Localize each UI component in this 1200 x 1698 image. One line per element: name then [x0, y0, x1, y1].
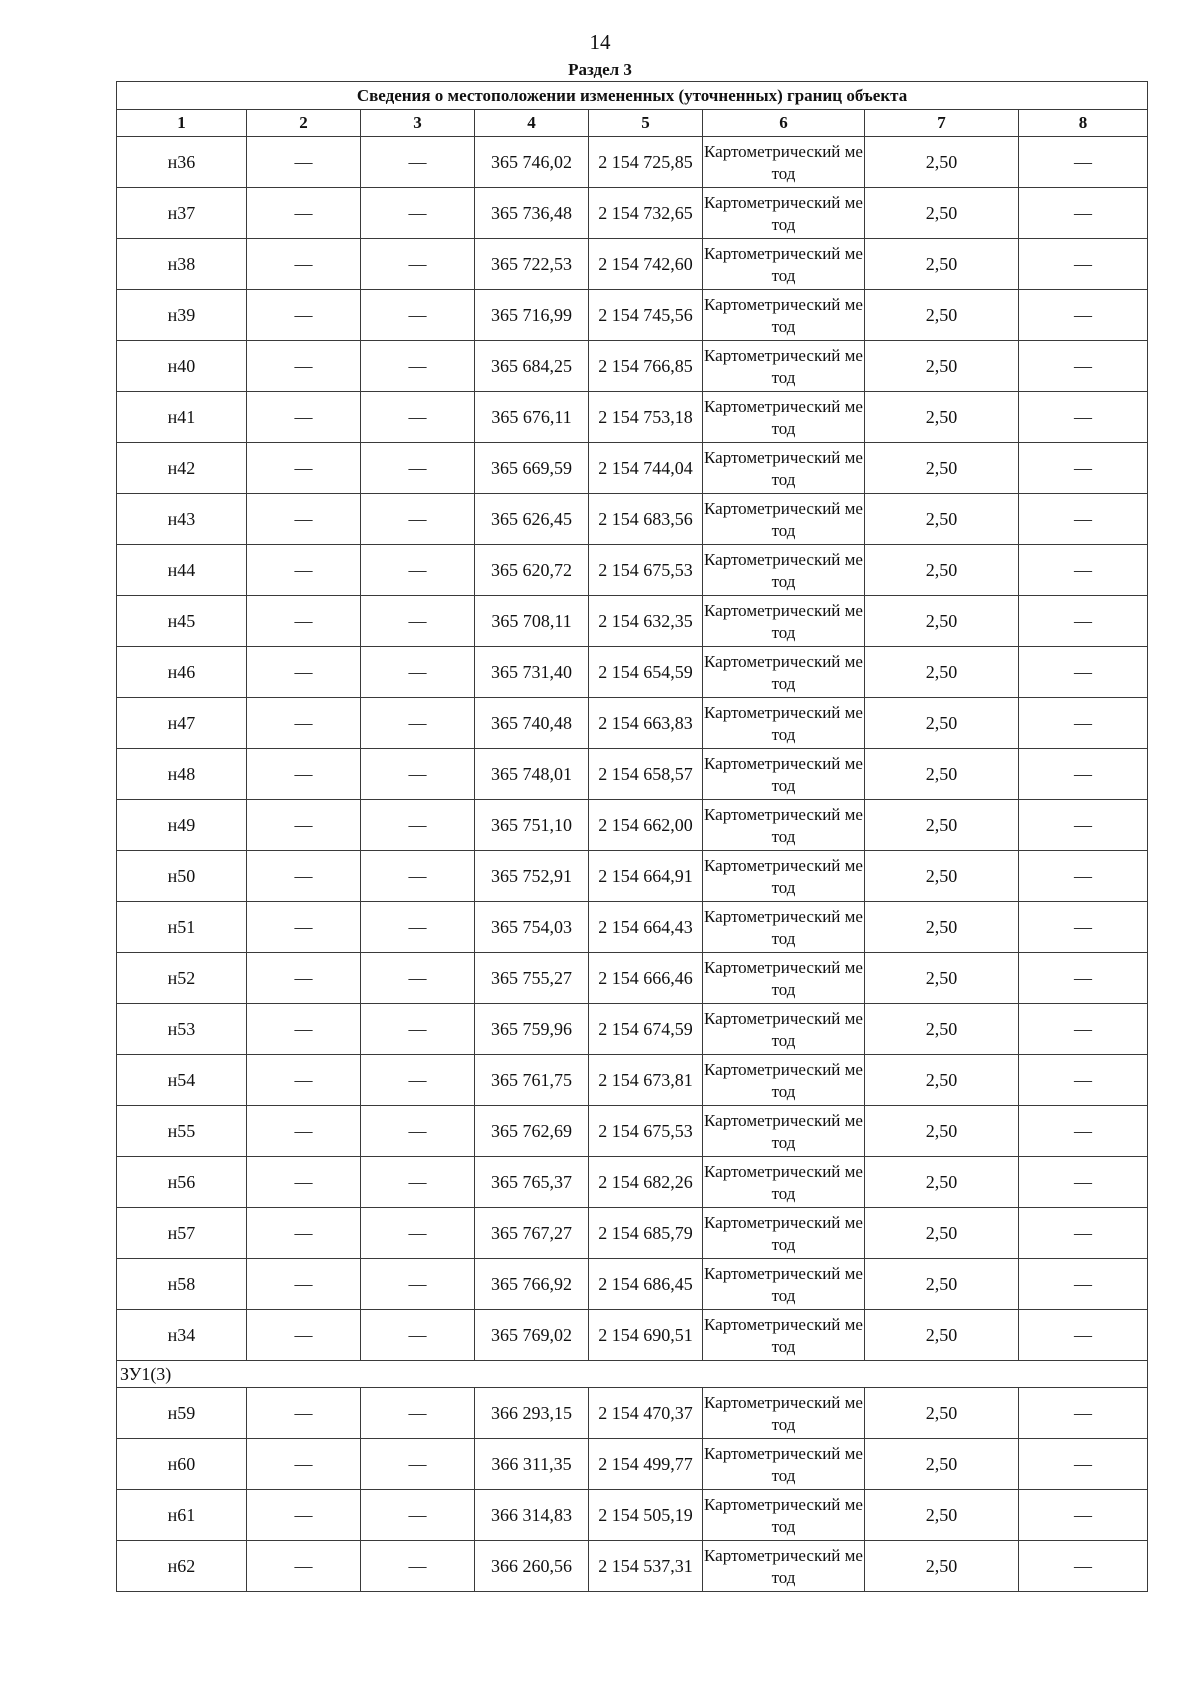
col2-cell: — — [247, 800, 361, 851]
point-number-cell: н43 — [117, 494, 247, 545]
accuracy-cell: 2,50 — [865, 290, 1019, 341]
method-cell: Картометрический метод — [703, 239, 865, 290]
point-number-cell: н60 — [117, 1439, 247, 1490]
table-row — [117, 188, 1148, 239]
col8-cell: — — [1019, 749, 1148, 800]
col2-cell: — — [247, 1388, 361, 1439]
y-coordinate-cell: 2 154 632,35 — [589, 596, 703, 647]
col3-cell: — — [361, 800, 475, 851]
point-number-cell: н41 — [117, 392, 247, 443]
method-cell: Картометрический метод — [703, 698, 865, 749]
point-number-cell: н52 — [117, 953, 247, 1004]
col8-cell: — — [1019, 443, 1148, 494]
point-number-cell: н48 — [117, 749, 247, 800]
accuracy-cell: 2,50 — [865, 953, 1019, 1004]
point-number-cell: н53 — [117, 1004, 247, 1055]
group-label: ЗУ1(3) — [117, 1361, 1148, 1388]
y-coordinate-cell: 2 154 683,56 — [589, 494, 703, 545]
accuracy-cell: 2,50 — [865, 596, 1019, 647]
table-row — [117, 749, 1148, 800]
col2-cell: — — [247, 1004, 361, 1055]
point-number-cell: н38 — [117, 239, 247, 290]
col2-cell: — — [247, 239, 361, 290]
col2-cell: — — [247, 341, 361, 392]
col8-cell: — — [1019, 392, 1148, 443]
col8-cell: — — [1019, 953, 1148, 1004]
col3-cell: — — [361, 494, 475, 545]
col8-cell: — — [1019, 239, 1148, 290]
table-row — [117, 1490, 1148, 1541]
method-cell: Картометрический метод — [703, 341, 865, 392]
x-coordinate-cell: 365 626,45 — [475, 494, 589, 545]
table-row — [117, 953, 1148, 1004]
y-coordinate-cell: 2 154 766,85 — [589, 341, 703, 392]
col8-cell: — — [1019, 698, 1148, 749]
col2-cell: — — [247, 953, 361, 1004]
col2-cell: — — [247, 647, 361, 698]
col2-cell: — — [247, 443, 361, 494]
table-row — [117, 545, 1148, 596]
accuracy-cell: 2,50 — [865, 1106, 1019, 1157]
col3-cell: — — [361, 1310, 475, 1361]
y-coordinate-cell: 2 154 686,45 — [589, 1259, 703, 1310]
table-row — [117, 596, 1148, 647]
method-cell: Картометрический метод — [703, 1259, 865, 1310]
col2-cell: — — [247, 698, 361, 749]
x-coordinate-cell: 365 736,48 — [475, 188, 589, 239]
table-row — [117, 341, 1148, 392]
point-number-cell: н49 — [117, 800, 247, 851]
accuracy-cell: 2,50 — [865, 239, 1019, 290]
table-row — [117, 1004, 1148, 1055]
accuracy-cell: 2,50 — [865, 1157, 1019, 1208]
point-number-cell: н46 — [117, 647, 247, 698]
y-coordinate-cell: 2 154 673,81 — [589, 1055, 703, 1106]
table-caption: Сведения о местоположении измененных (уточненных) границ объекта — [117, 82, 1148, 110]
y-coordinate-cell: 2 154 690,51 — [589, 1310, 703, 1361]
y-coordinate-cell: 2 154 682,26 — [589, 1157, 703, 1208]
point-number-cell: н39 — [117, 290, 247, 341]
method-cell: Картометрический метод — [703, 1310, 865, 1361]
table-row — [117, 392, 1148, 443]
x-coordinate-cell: 365 740,48 — [475, 698, 589, 749]
col3-cell: — — [361, 1388, 475, 1439]
col3-cell: — — [361, 188, 475, 239]
col8-cell: — — [1019, 1259, 1148, 1310]
col8-cell: — — [1019, 902, 1148, 953]
x-coordinate-cell: 366 311,35 — [475, 1439, 589, 1490]
col8-cell: — — [1019, 545, 1148, 596]
table-row — [117, 137, 1148, 188]
method-cell: Картометрический метод — [703, 851, 865, 902]
x-coordinate-cell: 365 765,37 — [475, 1157, 589, 1208]
point-number-cell: н40 — [117, 341, 247, 392]
col3-cell: — — [361, 341, 475, 392]
col8-cell: — — [1019, 188, 1148, 239]
x-coordinate-cell: 365 676,11 — [475, 392, 589, 443]
col2-cell: — — [247, 545, 361, 596]
method-cell: Картометрический метод — [703, 1004, 865, 1055]
col3-cell: — — [361, 1106, 475, 1157]
accuracy-cell: 2,50 — [865, 1439, 1019, 1490]
col2-cell: — — [247, 290, 361, 341]
col3-cell: — — [361, 1259, 475, 1310]
col3-cell: — — [361, 1541, 475, 1592]
col3-cell: — — [361, 647, 475, 698]
col3-cell: — — [361, 290, 475, 341]
x-coordinate-cell: 365 754,03 — [475, 902, 589, 953]
point-number-cell: н56 — [117, 1157, 247, 1208]
col2-cell: — — [247, 1439, 361, 1490]
x-coordinate-cell: 365 761,75 — [475, 1055, 589, 1106]
accuracy-cell: 2,50 — [865, 698, 1019, 749]
x-coordinate-cell: 365 769,02 — [475, 1310, 589, 1361]
x-coordinate-cell: 365 752,91 — [475, 851, 589, 902]
col3-cell: — — [361, 137, 475, 188]
x-coordinate-cell: 365 759,96 — [475, 1004, 589, 1055]
x-coordinate-cell: 365 684,25 — [475, 341, 589, 392]
col8-cell: — — [1019, 1439, 1148, 1490]
method-cell: Картометрический метод — [703, 494, 865, 545]
table-row — [117, 851, 1148, 902]
y-coordinate-cell: 2 154 753,18 — [589, 392, 703, 443]
table-row — [117, 1055, 1148, 1106]
point-number-cell: н45 — [117, 596, 247, 647]
col2-cell: — — [247, 1310, 361, 1361]
accuracy-cell: 2,50 — [865, 1259, 1019, 1310]
method-cell: Картометрический метод — [703, 137, 865, 188]
column-header: 1 — [117, 110, 247, 137]
y-coordinate-cell: 2 154 654,59 — [589, 647, 703, 698]
y-coordinate-cell: 2 154 744,04 — [589, 443, 703, 494]
col8-cell: — — [1019, 1157, 1148, 1208]
accuracy-cell: 2,50 — [865, 1490, 1019, 1541]
col3-cell: — — [361, 239, 475, 290]
col8-cell: — — [1019, 1055, 1148, 1106]
x-coordinate-cell: 365 746,02 — [475, 137, 589, 188]
section-title: Раздел 3 — [568, 60, 632, 79]
method-cell: Картометрический метод — [703, 1106, 865, 1157]
x-coordinate-cell: 365 669,59 — [475, 443, 589, 494]
y-coordinate-cell: 2 154 675,53 — [589, 1106, 703, 1157]
col8-cell: — — [1019, 290, 1148, 341]
x-coordinate-cell: 366 260,56 — [475, 1541, 589, 1592]
col3-cell: — — [361, 596, 475, 647]
table-row — [117, 494, 1148, 545]
table-row — [117, 902, 1148, 953]
point-number-cell: н59 — [117, 1388, 247, 1439]
col8-cell: — — [1019, 1490, 1148, 1541]
col3-cell: — — [361, 545, 475, 596]
method-cell: Картометрический метод — [703, 800, 865, 851]
table-row — [117, 647, 1148, 698]
table-row — [117, 1157, 1148, 1208]
table-row — [117, 800, 1148, 851]
column-header: 2 — [247, 110, 361, 137]
method-cell: Картометрический метод — [703, 443, 865, 494]
point-number-cell: н34 — [117, 1310, 247, 1361]
y-coordinate-cell: 2 154 505,19 — [589, 1490, 703, 1541]
col8-cell: — — [1019, 647, 1148, 698]
method-cell: Картометрический метод — [703, 392, 865, 443]
x-coordinate-cell: 365 755,27 — [475, 953, 589, 1004]
point-number-cell: н36 — [117, 137, 247, 188]
point-number-cell: н42 — [117, 443, 247, 494]
accuracy-cell: 2,50 — [865, 1004, 1019, 1055]
table-row — [117, 1541, 1148, 1592]
y-coordinate-cell: 2 154 674,59 — [589, 1004, 703, 1055]
col3-cell: — — [361, 1208, 475, 1259]
point-number-cell: н55 — [117, 1106, 247, 1157]
col8-cell: — — [1019, 800, 1148, 851]
point-number-cell: н57 — [117, 1208, 247, 1259]
col2-cell: — — [247, 1106, 361, 1157]
table-row — [117, 1106, 1148, 1157]
y-coordinate-cell: 2 154 662,00 — [589, 800, 703, 851]
col2-cell: — — [247, 902, 361, 953]
col8-cell: — — [1019, 1004, 1148, 1055]
y-coordinate-cell: 2 154 664,43 — [589, 902, 703, 953]
method-cell: Картометрический метод — [703, 1208, 865, 1259]
x-coordinate-cell: 365 767,27 — [475, 1208, 589, 1259]
y-coordinate-cell: 2 154 732,65 — [589, 188, 703, 239]
y-coordinate-cell: 2 154 745,56 — [589, 290, 703, 341]
column-header: 7 — [865, 110, 1019, 137]
x-coordinate-cell: 365 722,53 — [475, 239, 589, 290]
table-row — [117, 1259, 1148, 1310]
col2-cell: — — [247, 392, 361, 443]
method-cell: Картометрический метод — [703, 1490, 865, 1541]
y-coordinate-cell: 2 154 685,79 — [589, 1208, 703, 1259]
x-coordinate-cell: 365 708,11 — [475, 596, 589, 647]
accuracy-cell: 2,50 — [865, 902, 1019, 953]
x-coordinate-cell: 365 731,40 — [475, 647, 589, 698]
point-number-cell: н62 — [117, 1541, 247, 1592]
col3-cell: — — [361, 698, 475, 749]
accuracy-cell: 2,50 — [865, 137, 1019, 188]
y-coordinate-cell: 2 154 537,31 — [589, 1541, 703, 1592]
col3-cell: — — [361, 851, 475, 902]
y-coordinate-cell: 2 154 725,85 — [589, 137, 703, 188]
point-number-cell: н54 — [117, 1055, 247, 1106]
col8-cell: — — [1019, 341, 1148, 392]
column-header: 3 — [361, 110, 475, 137]
table-row — [117, 443, 1148, 494]
method-cell: Картометрический метод — [703, 1541, 865, 1592]
boundary-coordinates-table — [116, 81, 1148, 1592]
table-row — [117, 698, 1148, 749]
accuracy-cell: 2,50 — [865, 1541, 1019, 1592]
col3-cell: — — [361, 443, 475, 494]
accuracy-cell: 2,50 — [865, 494, 1019, 545]
point-number-cell: н50 — [117, 851, 247, 902]
point-number-cell: н44 — [117, 545, 247, 596]
x-coordinate-cell: 366 314,83 — [475, 1490, 589, 1541]
y-coordinate-cell: 2 154 666,46 — [589, 953, 703, 1004]
accuracy-cell: 2,50 — [865, 1310, 1019, 1361]
method-cell: Картометрический метод — [703, 1055, 865, 1106]
col8-cell: — — [1019, 1388, 1148, 1439]
col2-cell: — — [247, 1055, 361, 1106]
accuracy-cell: 2,50 — [865, 341, 1019, 392]
col3-cell: — — [361, 1004, 475, 1055]
accuracy-cell: 2,50 — [865, 647, 1019, 698]
col8-cell: — — [1019, 1106, 1148, 1157]
method-cell: Картометрический метод — [703, 290, 865, 341]
x-coordinate-cell: 365 748,01 — [475, 749, 589, 800]
method-cell: Картометрический метод — [703, 647, 865, 698]
col3-cell: — — [361, 1439, 475, 1490]
column-header: 5 — [589, 110, 703, 137]
table-body — [117, 137, 1148, 1592]
col8-cell: — — [1019, 1208, 1148, 1259]
y-coordinate-cell: 2 154 664,91 — [589, 851, 703, 902]
accuracy-cell: 2,50 — [865, 1208, 1019, 1259]
y-coordinate-cell: 2 154 742,60 — [589, 239, 703, 290]
column-header: 4 — [475, 110, 589, 137]
y-coordinate-cell: 2 154 658,57 — [589, 749, 703, 800]
accuracy-cell: 2,50 — [865, 392, 1019, 443]
table-row — [117, 1208, 1148, 1259]
accuracy-cell: 2,50 — [865, 1388, 1019, 1439]
col2-cell: — — [247, 494, 361, 545]
col8-cell: — — [1019, 494, 1148, 545]
col2-cell: — — [247, 749, 361, 800]
table-row — [117, 1439, 1148, 1490]
col8-cell: — — [1019, 596, 1148, 647]
col2-cell: — — [247, 1259, 361, 1310]
col2-cell: — — [247, 137, 361, 188]
point-number-cell: н37 — [117, 188, 247, 239]
column-header: 6 — [703, 110, 865, 137]
method-cell: Картометрический метод — [703, 749, 865, 800]
accuracy-cell: 2,50 — [865, 545, 1019, 596]
table-row — [117, 239, 1148, 290]
point-number-cell: н61 — [117, 1490, 247, 1541]
col8-cell: — — [1019, 1310, 1148, 1361]
x-coordinate-cell: 365 620,72 — [475, 545, 589, 596]
col2-cell: — — [247, 188, 361, 239]
page-number: 14 — [589, 30, 611, 54]
method-cell: Картометрический метод — [703, 188, 865, 239]
point-number-cell: н51 — [117, 902, 247, 953]
method-cell: Картометрический метод — [703, 545, 865, 596]
table-row — [117, 1388, 1148, 1439]
method-cell: Картометрический метод — [703, 596, 865, 647]
point-number-cell: н47 — [117, 698, 247, 749]
column-header: 8 — [1019, 110, 1148, 137]
col3-cell: — — [361, 392, 475, 443]
y-coordinate-cell: 2 154 499,77 — [589, 1439, 703, 1490]
col3-cell: — — [361, 749, 475, 800]
group-row — [117, 1361, 1148, 1388]
col8-cell: — — [1019, 137, 1148, 188]
col2-cell: — — [247, 1157, 361, 1208]
accuracy-cell: 2,50 — [865, 851, 1019, 902]
accuracy-cell: 2,50 — [865, 800, 1019, 851]
table-row — [117, 1310, 1148, 1361]
x-coordinate-cell: 365 716,99 — [475, 290, 589, 341]
y-coordinate-cell: 2 154 675,53 — [589, 545, 703, 596]
x-coordinate-cell: 365 762,69 — [475, 1106, 589, 1157]
accuracy-cell: 2,50 — [865, 749, 1019, 800]
x-coordinate-cell: 365 751,10 — [475, 800, 589, 851]
method-cell: Картометрический метод — [703, 1439, 865, 1490]
x-coordinate-cell: 365 766,92 — [475, 1259, 589, 1310]
col2-cell: — — [247, 851, 361, 902]
col2-cell: — — [247, 596, 361, 647]
accuracy-cell: 2,50 — [865, 188, 1019, 239]
col3-cell: — — [361, 953, 475, 1004]
col3-cell: — — [361, 1157, 475, 1208]
point-number-cell: н58 — [117, 1259, 247, 1310]
y-coordinate-cell: 2 154 663,83 — [589, 698, 703, 749]
y-coordinate-cell: 2 154 470,37 — [589, 1388, 703, 1439]
col3-cell: — — [361, 902, 475, 953]
method-cell: Картометрический метод — [703, 1388, 865, 1439]
col8-cell: — — [1019, 851, 1148, 902]
method-cell: Картометрический метод — [703, 1157, 865, 1208]
col2-cell: — — [247, 1208, 361, 1259]
col3-cell: — — [361, 1055, 475, 1106]
table-row — [117, 290, 1148, 341]
col2-cell: — — [247, 1490, 361, 1541]
col2-cell: — — [247, 1541, 361, 1592]
method-cell: Картометрический метод — [703, 953, 865, 1004]
column-header-row — [117, 110, 1148, 137]
method-cell: Картометрический метод — [703, 902, 865, 953]
col3-cell: — — [361, 1490, 475, 1541]
accuracy-cell: 2,50 — [865, 443, 1019, 494]
x-coordinate-cell: 366 293,15 — [475, 1388, 589, 1439]
accuracy-cell: 2,50 — [865, 1055, 1019, 1106]
col8-cell: — — [1019, 1541, 1148, 1592]
